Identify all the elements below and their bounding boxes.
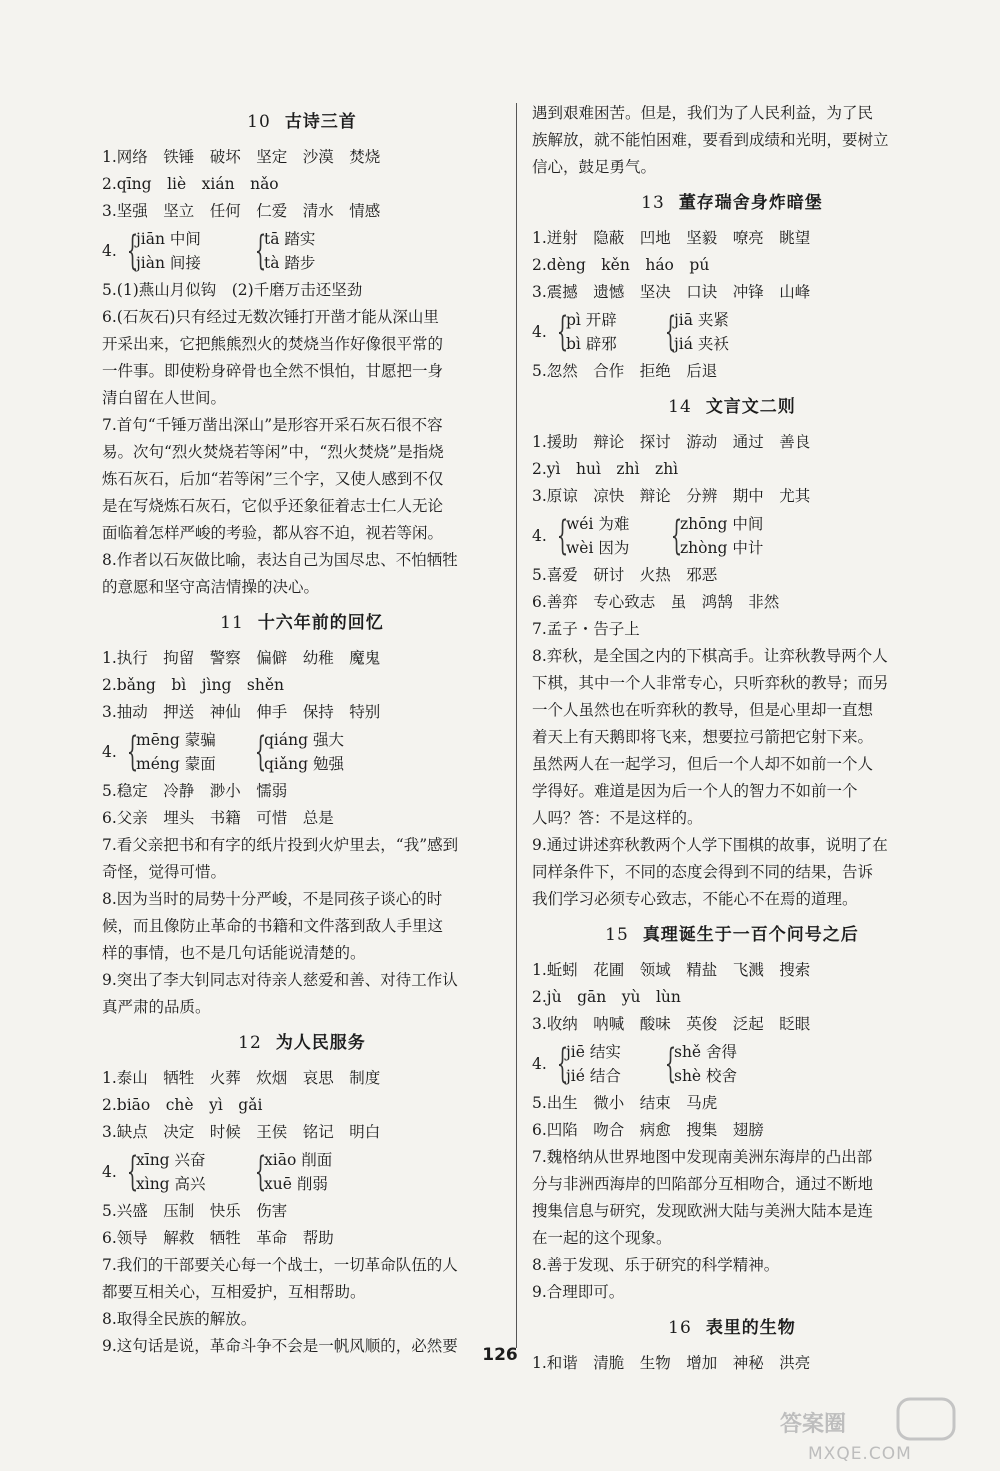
answer-line: 8.取得全民族的解放。	[102, 1310, 257, 1328]
answer-line: 1.蚯蚓 花圃 领域 精盐 飞溅 搜索	[532, 961, 811, 979]
answer-line: 奇怪，觉得可惜。	[102, 863, 227, 881]
answer-line: 5.稳定 冷静 渺小 懦弱	[102, 782, 288, 800]
answer-line: 8.因为当时的局势十分严峻，不是同孩子谈心的时	[102, 890, 443, 908]
left-column	[102, 100, 502, 1360]
answer-line: 分与非洲西海岸的凹陷部分互相吻合，通过不断地	[532, 1175, 874, 1193]
answer-line: 的意愿和坚守高洁情操的决心。	[102, 578, 320, 596]
answer-line: 6.善弈 专心致志 虽 鸿鹄 非然	[532, 593, 780, 611]
answer-line: 7.首句“千锤万凿出深山”是形容开采石灰石很不容	[102, 416, 443, 434]
brace-icon: {	[126, 729, 139, 775]
answer-line: 6.凹陷 吻合 病愈 搜集 翅膀	[532, 1121, 764, 1139]
section-title-10: 10 古诗三首	[247, 112, 357, 132]
answer-line: 9.合理即可。	[532, 1283, 625, 1301]
answer-line: 8.善于发现、乐于研究的科学精神。	[532, 1256, 780, 1274]
brace-answer: 4. { jiān 中间 jiàn 间接 { tā 踏实 tà 踏步	[102, 228, 316, 274]
section-title-14: 14 文言文二则	[668, 397, 796, 417]
answer-line: 一件事。即使粉身碎骨也全然不惧怕，甘愿把一身	[102, 362, 444, 380]
brace-answer: 4. { jiē 结实 jié 结合 { shě 舍得 shè 校舍	[532, 1041, 738, 1087]
answer-line: 1.网络 铁锤 破坏 坚定 沙漠 焚烧	[102, 148, 381, 166]
answer-line: 6.领导 解救 牺牲 革命 帮助	[102, 1229, 334, 1247]
brace-answer: 4. { xīng 兴奋 xìng 高兴 { xiāo 削面 xuē 削弱	[102, 1149, 333, 1195]
answer-line: 候，而且像防止革命的书籍和文件落到敌人手里这	[102, 917, 444, 935]
answer-line: 6.(石灰石)只有经过无数次锤打开凿才能从深山里	[102, 308, 439, 326]
answer-line: 6.父亲 埋头 书籍 可惜 总是	[102, 809, 334, 827]
answer-line: 清白留在人世间。	[102, 389, 227, 407]
section-title-15: 15 真理诞生于一百个问号之后	[605, 925, 859, 945]
answer-line: 是在写烧炼石灰石，它似乎还象征着志士仁人无论	[102, 497, 444, 515]
brace-icon: {	[670, 513, 683, 559]
watermark-logo-text: 答案圈	[780, 1412, 847, 1437]
answer-line: 1.迸射 隐蔽 凹地 坚毅 嘹亮 眺望	[532, 229, 811, 247]
answer-line: 信心，鼓足勇气。	[532, 158, 657, 176]
brace-icon: {	[254, 1149, 267, 1195]
answer-line: 易。次句“烈火焚烧若等闲”中，“烈火焚烧”是指烧	[102, 443, 444, 461]
answer-line: 2.dèng kěn háo pú	[532, 256, 710, 274]
right-column	[532, 100, 932, 1377]
watermark-logo	[760, 1395, 970, 1465]
answer-line: 9.这句话是说，革命斗争不会是一帆风顺的，必然要	[102, 1337, 458, 1355]
answer-line: 我们学习必须专心致志，不能心不在焉的道理。	[532, 890, 858, 908]
answer-line: 2.biāo chè yì gǎi	[102, 1096, 263, 1114]
answer-line: 9.突出了李大钊同志对待亲人慈爱和善、对待工作认	[102, 971, 458, 989]
answer-line: 人吗？答：不是这样的。	[532, 809, 703, 827]
answer-line: 5.出生 微小 结束 马虎	[532, 1094, 718, 1112]
brace-icon: {	[664, 1041, 677, 1087]
answer-line: 3.震撼 遗憾 坚决 口诀 冲锋 山峰	[532, 283, 811, 301]
answer-line: 下棋，其中一个人非常专心，只听弈秋的教导；而另	[532, 674, 889, 692]
watermark-site-text: MXQE.COM	[808, 1444, 912, 1464]
answer-line: 1.和谐 清脆 生物 增加 神秘 洪亮	[532, 1354, 811, 1372]
answer-line: 学得好。难道是因为后一个人的智力不如前一个	[532, 782, 858, 800]
answer-line: 5.(1)燕山月似钩 (2)千磨万击还坚劲	[102, 281, 363, 299]
answer-line: 7.我们的干部要关心每一个战士，一切革命队伍的人	[102, 1256, 458, 1274]
brace-icon: {	[254, 729, 267, 775]
answer-line: 炼石灰石，后加“若等闲”三个字，又使人感到不仅	[102, 470, 444, 488]
answer-line: 3.缺点 决定 时候 王侯 铭记 明白	[102, 1123, 381, 1141]
answer-line: 7.看父亲把书和有字的纸片投到火炉里去，“我”感到	[102, 836, 459, 854]
answer-line: 9.通过讲述弈秋教两个人学下围棋的故事，说明了在	[532, 836, 888, 854]
answer-line: 3.收纳 呐喊 酸味 英俊 泛起 眨眼	[532, 1015, 811, 1033]
answer-line: 真严肃的品质。	[102, 998, 211, 1016]
brace-answer: 4. { mēng 蒙骗 méng 蒙面 { qiáng 强大 qiǎng 勉强	[102, 729, 344, 775]
section-title-12: 12 为人民服务	[238, 1033, 366, 1053]
brace-icon: {	[556, 309, 569, 355]
answer-line: 1.援助 辩论 探讨 游动 通过 善良	[532, 433, 811, 451]
answer-line: 1.泰山 牺牲 火葬 炊烟 哀思 制度	[102, 1069, 381, 1087]
answer-line: 样的事情，也不是几句话能说清楚的。	[102, 944, 366, 962]
answer-line: 一个人虽然也在听弈秋的教导，但是心里却一直想	[532, 701, 874, 719]
brace-icon: {	[664, 309, 677, 355]
brace-answer: 4. { pì 开辟 bì 辟邪 { jiā 夹紧 jiá 夹袄	[532, 309, 729, 355]
answer-line: 同样条件下，不同的态度会得到不同的结果，告诉	[532, 863, 874, 881]
brace-icon: {	[254, 228, 267, 274]
brace-icon: {	[126, 1149, 139, 1195]
brace-icon: {	[126, 228, 139, 274]
answer-line: 虽然两人在一起学习，但后一个人却不如前一个人	[532, 755, 874, 773]
column-divider	[516, 103, 517, 1348]
answer-line: 2.qīng liè xián nǎo	[102, 175, 279, 193]
answer-line: 8.弈秋，是全国之内的下棋高手。让弈秋教导两个人	[532, 647, 888, 665]
answer-line: 遇到艰难困苦。但是，我们为了人民利益，为了民	[532, 104, 874, 122]
answer-line: 着天上有天鹅即将飞来，想要拉弓箭把它射下来。	[532, 728, 874, 746]
brace-icon: {	[556, 1041, 569, 1087]
page-number: 126	[482, 1345, 518, 1365]
answer-line: 族解放，就不能怕困难，要看到成绩和光明，要树立	[532, 131, 889, 149]
answer-line: 7.魏格纳从世界地图中发现南美洲东海岸的凸出部	[532, 1148, 873, 1166]
section-title-16: 16 表里的生物	[668, 1318, 796, 1338]
answer-line: 5.兴盛 压制 快乐 伤害	[102, 1202, 288, 1220]
answer-line: 2.bǎng bì jìng shěn	[102, 676, 284, 694]
answer-line: 5.喜爱 研讨 火热 邪恶	[532, 566, 718, 584]
watermark-badge-icon	[898, 1399, 954, 1439]
answer-line: 8.作者以石灰做比喻，表达自己为国尽忠、不怕牺牲	[102, 551, 458, 569]
answer-line: 7.孟子・告子上	[532, 620, 640, 638]
answer-line: 在一起的这个现象。	[532, 1229, 672, 1247]
brace-icon: {	[556, 513, 569, 559]
section-title-13: 13 董存瑞舍身炸暗堡	[641, 193, 823, 213]
answer-line: 2.yì huì zhì zhì	[532, 460, 679, 478]
answer-line: 面临着怎样严峻的考验，都从容不迫，视若等闲。	[102, 524, 444, 542]
brace-answer: 4. { wéi 为难 wèi 因为 { zhōng 中间 zhòng 中计	[532, 513, 764, 559]
answer-line: 5.忽然 合作 拒绝 后退	[532, 362, 718, 380]
section-title-11: 11 十六年前的回忆	[220, 613, 384, 633]
answer-line: 1.执行 拘留 警察 偏僻 幼稚 魔鬼	[102, 649, 381, 667]
answer-line: 3.原谅 凉快 辩论 分辨 期中 尤其	[532, 487, 811, 505]
answer-line: 2.jù gān yù lùn	[532, 988, 681, 1006]
answer-line: 开采出来，它把熊熊烈火的焚烧当作好像很平常的	[102, 335, 444, 353]
answer-line: 3.抽动 押送 神仙 伸手 保持 特别	[102, 703, 381, 721]
answer-line: 3.坚强 坚立 任何 仁爱 清水 情感	[102, 202, 381, 220]
answer-line: 都要互相关心，互相爱护，互相帮助。	[102, 1283, 366, 1301]
answer-line: 搜集信息与研究，发现欧洲大陆与美洲大陆本是连	[532, 1202, 874, 1220]
